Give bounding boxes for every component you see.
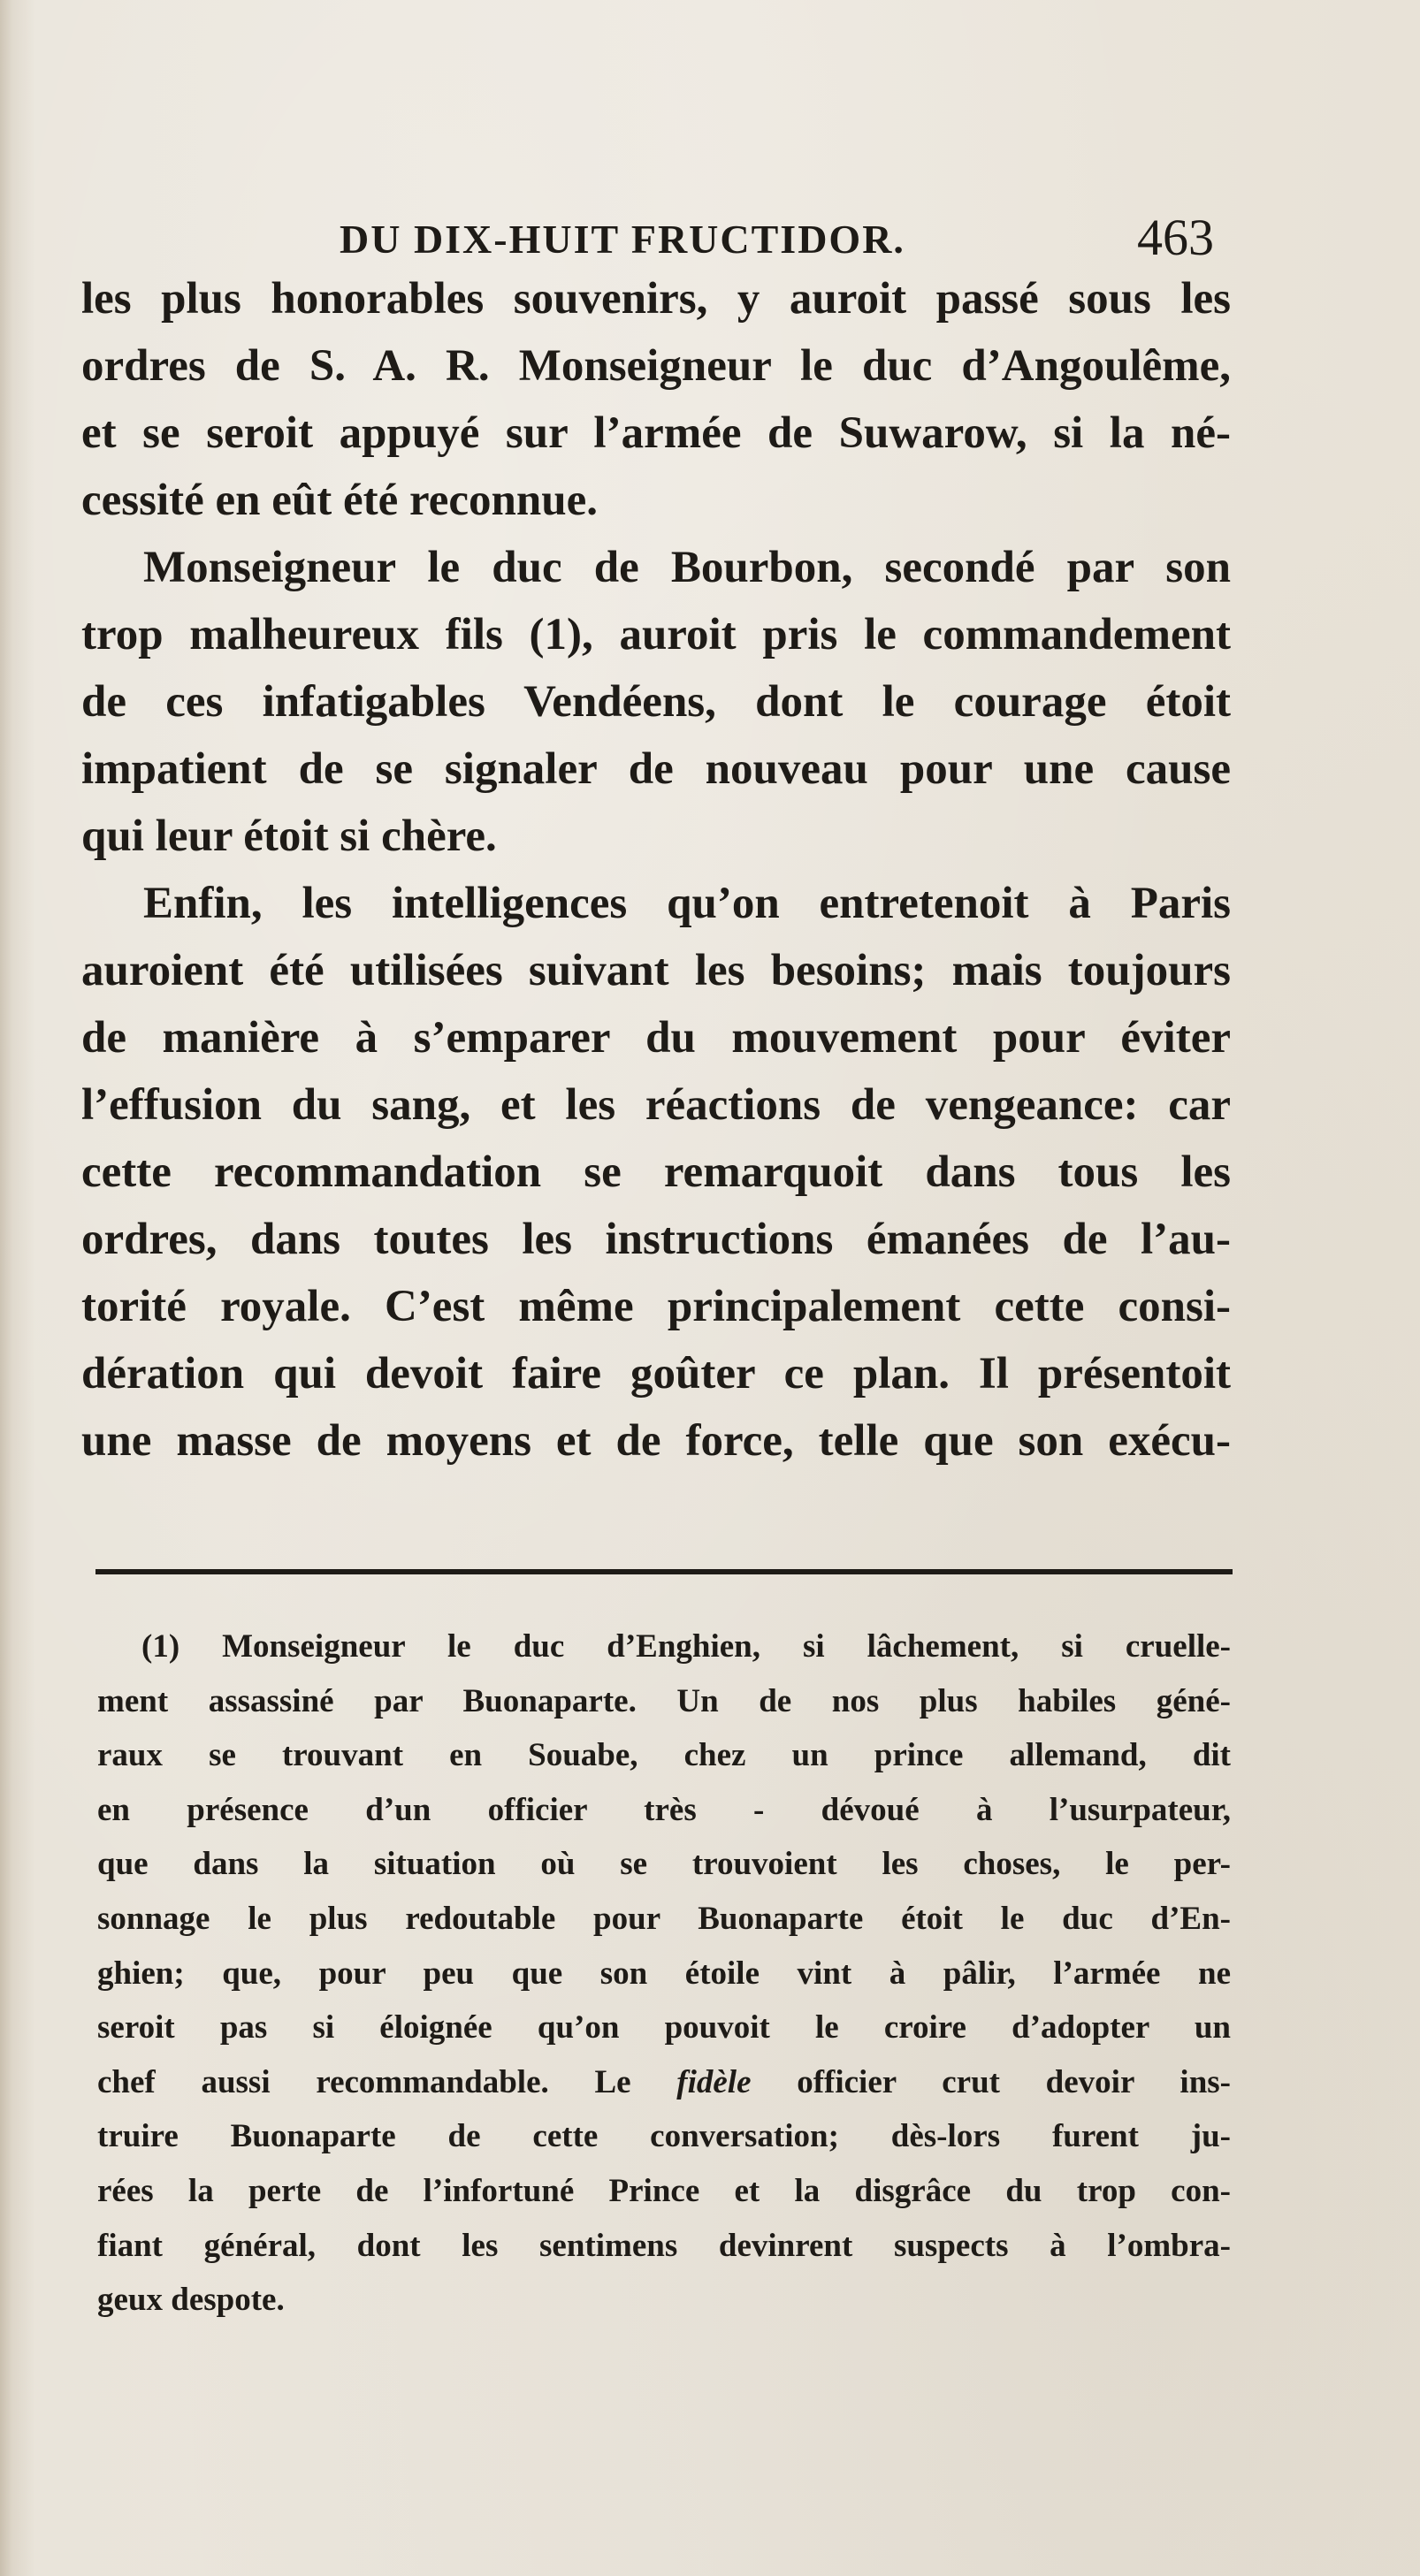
text-line: cette recommandation se remarquoit dans tous les: [81, 1147, 1231, 1197]
footnote-text: chef aussi recommandable. Le: [97, 2063, 677, 2100]
text-line: les plus honorables souvenirs, y auroit passé sous les: [81, 274, 1231, 324]
footnote-line: truire Buonaparte de cette conversation; dès-lors furent ju-: [97, 2118, 1231, 2155]
footnote-line: ghien; que, pour peu que son étoile vint à pâlir, l’armée ne: [97, 1955, 1231, 1992]
footnote-line: en présence d’un officier très - dévoué à l’usurpateur,: [97, 1791, 1231, 1828]
text-line: de manière à s’emparer du mouvement pour éviter: [81, 1013, 1231, 1063]
text-line: impatient de se signaler de nouveau pour une cause: [81, 744, 1231, 794]
text-line: de ces infatigables Vendéens, dont le courage étoit: [81, 677, 1231, 727]
footnote-text: officier crut devoir ins-: [751, 2063, 1231, 2100]
footnote-line: (1) Monseigneur le duc d’Enghien, si lâchement, si cruelle-: [141, 1628, 1231, 1665]
text-line: qui leur étoit si chère.: [81, 812, 497, 861]
text-line: l’effusion du sang, et les réactions de vengeance: car: [81, 1080, 1231, 1130]
footnote-line: ment assassiné par Buonaparte. Un de nos plus habiles géné-: [97, 1682, 1231, 1719]
footnote-line: geux despote.: [97, 2282, 285, 2319]
text-line: dération qui devoit faire goûter ce plan. Il présentoit: [81, 1349, 1231, 1399]
text-line: et se seroit appuyé sur l’armée de Suwarow, si la né-: [81, 408, 1231, 458]
footnote: [97, 1620, 1231, 2328]
body-text: [81, 265, 1231, 1475]
text-line: torité royale. C’est même principalement cette consi-: [81, 1282, 1231, 1331]
text-line: auroient été utilisées suivant les besoins; mais toujours: [81, 946, 1231, 995]
footnote-line: raux se trouvant en Souabe, chez un prince allemand, dit: [97, 1737, 1231, 1774]
footnote-line: fiant général, dont les sentimens devinrent suspects à l’ombra-: [97, 2227, 1231, 2264]
footnote-rule: [95, 1569, 1233, 1574]
footnote-line: seroit pas si éloignée qu’on pouvoit le croire d’adopter un: [97, 2009, 1231, 2046]
text-line: une masse de moyens et de force, telle que son exécu-: [81, 1416, 1231, 1466]
footnote-line: [97, 2055, 1231, 2110]
text-line: trop malheureux fils (1), auroit pris le commandement: [81, 610, 1231, 659]
footnote-emphasis: fidèle: [676, 2063, 752, 2100]
text-line: Enfin, les intelligences qu’on entretenoit à Paris: [143, 879, 1231, 928]
text-line: ordres de S. A. R. Monseigneur le duc d’Angoulême,: [81, 341, 1231, 391]
text-line: cessité en eût été reconnue.: [81, 476, 598, 525]
footnote-line: rées la perte de l’infortuné Prince et la disgrâce du trop con-: [97, 2172, 1231, 2209]
footnote-line: sonnage le plus redoutable pour Buonaparte étoit le duc d’En-: [97, 1900, 1231, 1937]
running-title: DU DIX-HUIT FRUCTIDOR.: [340, 217, 905, 262]
text-line: Monseigneur le duc de Bourbon, secondé par son: [143, 543, 1231, 592]
text-line: ordres, dans toutes les instructions émanées de l’au-: [81, 1215, 1231, 1264]
footnote-line: que dans la situation où se trouvoient les choses, le per-: [97, 1846, 1231, 1883]
page-number: 463: [1137, 209, 1214, 266]
